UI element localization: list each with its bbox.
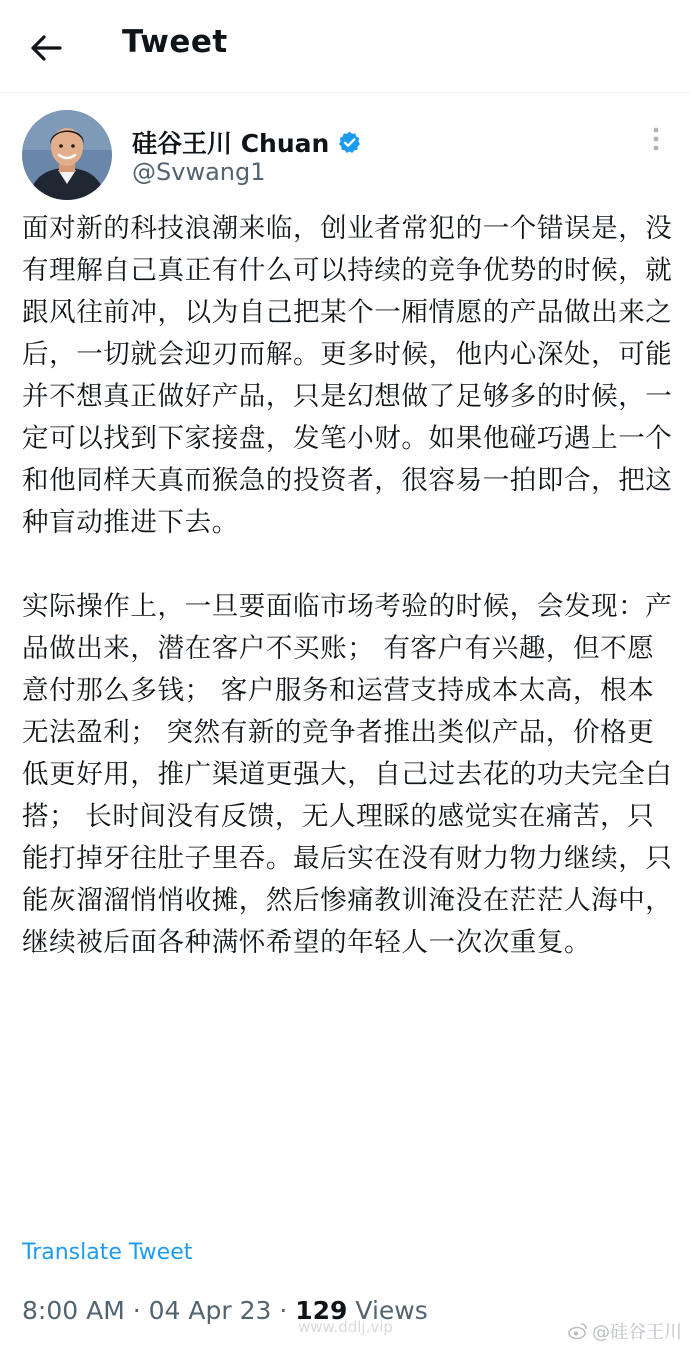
back-button[interactable]	[24, 26, 68, 70]
more-vertical-icon	[644, 124, 668, 154]
tweet-time[interactable]: 8:00 AM	[22, 1296, 125, 1325]
weibo-logo-icon	[568, 1322, 588, 1340]
author-handle[interactable]: @Svwang1	[132, 158, 266, 186]
profile-photo	[22, 110, 112, 200]
watermark-url: www.ddlj.vip	[298, 1318, 393, 1336]
views-count[interactable]: 129	[295, 1296, 348, 1325]
tweet-date[interactable]: 04 Apr 23	[148, 1296, 272, 1325]
views-label[interactable]: Views	[355, 1296, 428, 1325]
tweet-body	[22, 208, 678, 964]
separator-dot: ·	[132, 1296, 141, 1325]
header-divider	[0, 92, 690, 93]
weibo-watermark-text: @硅谷王川	[592, 1322, 682, 1343]
author-display-name[interactable]: 硅谷王川 Chuan	[132, 129, 330, 158]
weibo-watermark	[568, 1318, 682, 1344]
more-options-button[interactable]	[644, 124, 668, 154]
verified-badge-icon	[337, 130, 362, 155]
page-title: Tweet	[122, 24, 228, 60]
avatar[interactable]	[22, 110, 112, 200]
top-bar	[0, 0, 690, 92]
tweet-paragraph-1: 面对新的科技浪潮来临，创业者常犯的一个错误是，没有理解自己真正有什么可以持续的竞争优势的时候，就跟风往前冲，以为自己把某个一厢情愿的产品做出来之后，一切就会迎刃而解。更多时候，他内心深处，可能并不想真正做好产品，只是幻想做了足够多的时候，一定可以找到下家接盘，发笔小财。如果他碰巧遇上一个和他同样天真而猴急的投资者，很容易一拍即合，把这种盲动推进下去。	[22, 213, 673, 538]
tweet-paragraph-2: 实际操作上，一旦要面临市场考验的时候，会发现：产品做出来，潜在客户不买账； 有客户有兴趣，但不愿意付那么多钱； 客户服务和运营支持成本太高，根本无法盈利； 突然有新的竞争者推出类似产品，价格更低更好用，推广渠道更强大，自己过去花的功夫完全白搭； 长时间没有反馈，无人理睬的感觉实在痛苦，只能打掉牙往肚子里吞。最后实在没有财力物力继续，只能灰溜溜悄悄收摊，然后惨痛教训淹没在茫茫人海中，继续被后面各种满怀希望的年轻人一次次重复。	[22, 591, 673, 958]
author-name-row	[132, 124, 362, 160]
arrow-left-icon	[24, 26, 68, 70]
separator-dot: ·	[279, 1296, 288, 1325]
translate-tweet-link[interactable]: Translate Tweet	[22, 1240, 193, 1265]
